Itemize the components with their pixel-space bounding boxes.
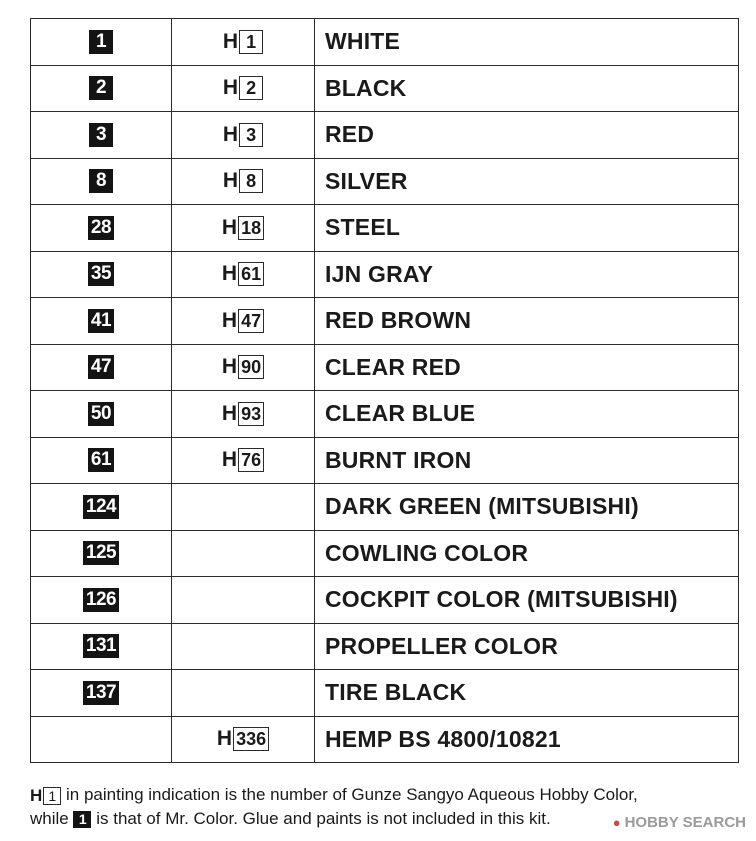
- hobby-color-prefix: H: [221, 448, 238, 472]
- hobby-color-cell: [172, 205, 315, 252]
- mr-color-cell: [31, 112, 172, 159]
- hobby-color-cell: [172, 484, 315, 531]
- hobby-color-number-box: 8: [239, 169, 263, 193]
- mr-color-cell: [31, 670, 172, 717]
- hobby-color-cell: [172, 670, 315, 717]
- hobby-color-cell: [172, 577, 315, 624]
- watermark-text: HOBBY SEARCH: [624, 814, 746, 831]
- hobby-color-cell: [172, 623, 315, 670]
- table-row: [31, 112, 739, 159]
- mr-color-cell: [31, 65, 172, 112]
- footnote-text-1: in painting indication is the number of Gunze Sangyo Aqueous Hobby Color,: [66, 785, 638, 804]
- hobby-color-cell: [172, 530, 315, 577]
- hobby-color-number-box: 76: [238, 448, 264, 472]
- mr-color-badge: 1: [89, 30, 113, 54]
- footnote-mr-badge: 1: [73, 811, 91, 828]
- hobby-color-number-box: 47: [238, 309, 264, 333]
- color-name-cell: WHITE: [315, 19, 739, 66]
- mr-color-badge: 35: [88, 262, 114, 286]
- hobby-color-cell: [172, 344, 315, 391]
- hobby-color-number-box: 336: [233, 727, 269, 751]
- color-name-cell: HEMP BS 4800/10821: [315, 716, 739, 763]
- color-name-cell: BLACK: [315, 65, 739, 112]
- color-name-cell: COCKPIT COLOR (MITSUBISHI): [315, 577, 739, 624]
- color-name-cell: RED: [315, 112, 739, 159]
- hobby-color-number-box: 61: [238, 262, 264, 286]
- mr-color-badge: 126: [83, 588, 119, 612]
- footnote-h-number-box: 1: [43, 787, 61, 805]
- table-row: [31, 391, 739, 438]
- hobby-color-number-box: 90: [238, 355, 264, 379]
- table-row: [31, 530, 739, 577]
- mr-color-badge: 50: [88, 402, 114, 426]
- hobby-color-prefix: H: [222, 76, 239, 100]
- table-row: [31, 298, 739, 345]
- mr-color-cell: [31, 577, 172, 624]
- table-row: [31, 716, 739, 763]
- table-row: [31, 670, 739, 717]
- table-row: [31, 251, 739, 298]
- footnote-while: while: [30, 809, 69, 829]
- mr-color-badge: 131: [83, 634, 119, 658]
- watermark: [613, 814, 746, 831]
- hobby-color-prefix: H: [221, 308, 238, 332]
- table-row: [31, 484, 739, 531]
- mr-color-badge: 28: [88, 216, 114, 240]
- hobby-color-number-box: 3: [239, 123, 263, 147]
- table-row: [31, 19, 739, 66]
- hobby-color-cell: [172, 298, 315, 345]
- table-row: [31, 205, 739, 252]
- mr-color-cell: [31, 298, 172, 345]
- color-name-cell: TIRE BLACK: [315, 670, 739, 717]
- hobby-color-number-box: 18: [238, 216, 264, 240]
- color-name-cell: PROPELLER COLOR: [315, 623, 739, 670]
- mr-color-cell: [31, 484, 172, 531]
- mr-color-cell: [31, 391, 172, 438]
- color-name-cell: SILVER: [315, 158, 739, 205]
- mr-color-badge: 61: [88, 448, 114, 472]
- table-row: [31, 577, 739, 624]
- hobby-color-cell: [172, 65, 315, 112]
- mr-color-badge: 137: [83, 681, 119, 705]
- hobby-search-logo-icon: ●: [612, 815, 621, 830]
- hobby-color-prefix: H: [216, 727, 233, 751]
- mr-color-badge: 47: [88, 355, 114, 379]
- mr-color-cell: [31, 19, 172, 66]
- hobby-color-number-box: 1: [239, 30, 263, 54]
- hobby-color-cell: [172, 716, 315, 763]
- mr-color-badge: 125: [83, 541, 119, 565]
- table-row: [31, 344, 739, 391]
- mr-color-cell: [31, 623, 172, 670]
- color-name-cell: CLEAR RED: [315, 344, 739, 391]
- mr-color-cell: [31, 344, 172, 391]
- hobby-color-prefix: H: [222, 29, 239, 53]
- hobby-color-prefix: H: [221, 262, 238, 286]
- color-name-cell: IJN GRAY: [315, 251, 739, 298]
- color-name-cell: STEEL: [315, 205, 739, 252]
- mr-color-badge: 8: [89, 169, 113, 193]
- hobby-color-prefix: H: [221, 401, 238, 425]
- mr-color-badge: 41: [88, 309, 114, 333]
- hobby-color-cell: [172, 391, 315, 438]
- footnote-h-letter: H: [30, 786, 43, 806]
- color-name-cell: COWLING COLOR: [315, 530, 739, 577]
- mr-color-cell: [31, 437, 172, 484]
- footnote-line-1: [30, 783, 750, 807]
- color-name-cell: DARK GREEN (MITSUBISHI): [315, 484, 739, 531]
- mr-color-cell: [31, 205, 172, 252]
- color-name-cell: CLEAR BLUE: [315, 391, 739, 438]
- mr-color-cell: [31, 158, 172, 205]
- footnote-text-2: is that of Mr. Color. Glue and paints is not included in this kit.: [96, 809, 551, 829]
- hobby-color-cell: [172, 19, 315, 66]
- hobby-color-prefix: H: [222, 169, 239, 193]
- paint-color-table: [30, 18, 739, 763]
- table-row: [31, 437, 739, 484]
- color-name-cell: BURNT IRON: [315, 437, 739, 484]
- hobby-color-prefix: H: [221, 355, 238, 379]
- hobby-color-number-box: 2: [239, 76, 263, 100]
- hobby-color-cell: [172, 158, 315, 205]
- mr-color-badge: 124: [83, 495, 119, 519]
- mr-color-cell: [31, 530, 172, 577]
- hobby-color-cell: [172, 437, 315, 484]
- mr-color-cell: [31, 251, 172, 298]
- hobby-color-cell: [172, 112, 315, 159]
- table-row: [31, 158, 739, 205]
- color-name-cell: RED BROWN: [315, 298, 739, 345]
- hobby-color-prefix: H: [221, 215, 238, 239]
- hobby-color-number-box: 93: [238, 402, 264, 426]
- table-row: [31, 65, 739, 112]
- table-row: [31, 623, 739, 670]
- hobby-color-prefix: H: [222, 122, 239, 146]
- mr-color-cell: [31, 716, 172, 763]
- hobby-color-cell: [172, 251, 315, 298]
- mr-color-badge: 2: [89, 76, 113, 100]
- mr-color-badge: 3: [89, 123, 113, 147]
